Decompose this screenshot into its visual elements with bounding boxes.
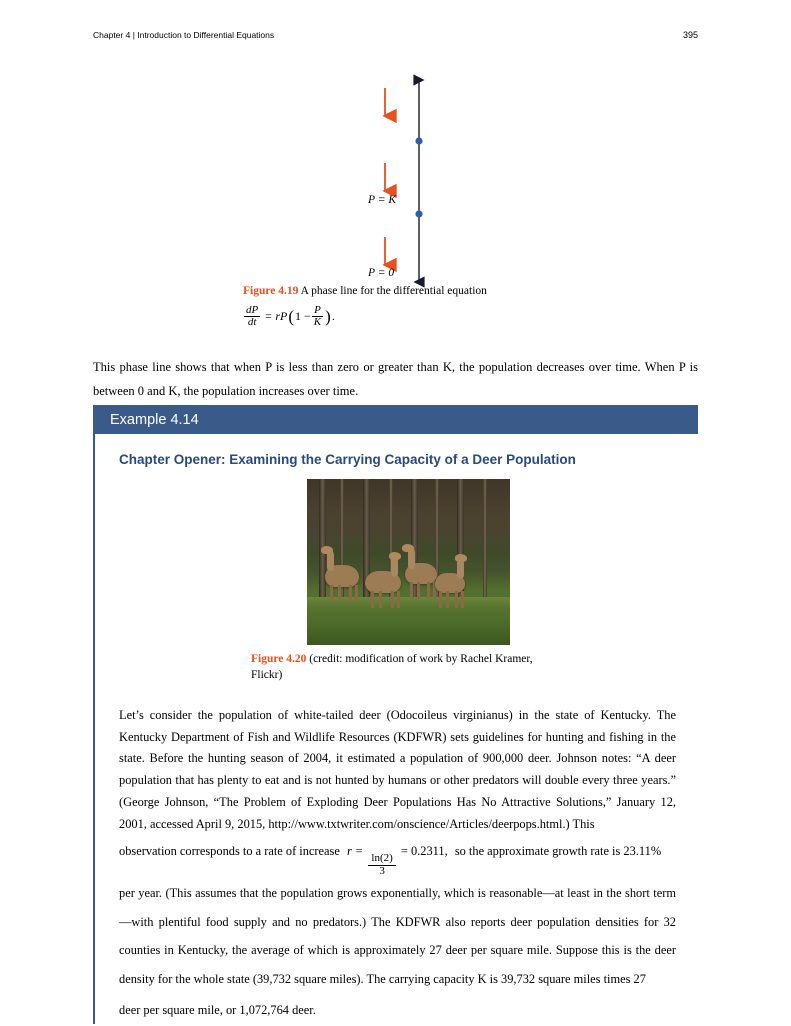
example-paragraph-1: Let’s consider the population of white-tailed deer (Odocoileus virginianus) in the state of Kentucky. The Kentucky Department of Fish and Wildlife Resources (KDFWR) sets guidelines for hunting and fishing in the state. Before the hunting season of 2004, it estimated a population of 900,000 deer. Johnson notes: “A deer population that has plenty to eat and is not hunted by humans or other predators will double every three years.” (George Johnson, “The Problem of Exploding Deer Populations Has No Attractive Solutions,” January 12, 2001, accessed April 9, 2015, http://www.txtwriter.com/onscience/Articles/deerpops.html.) This [119, 708, 676, 831]
eq-one-minus: 1 − [295, 309, 311, 324]
equilibrium-dot-zero [415, 210, 422, 217]
figure-419-caption [243, 284, 663, 329]
page-number: 395 [682, 30, 698, 40]
forest-canopy [307, 479, 510, 537]
phase-line-svg [0, 60, 791, 300]
eq-dp: dP [246, 303, 259, 316]
example-body-text [119, 705, 676, 1024]
eq-rhs-prefix: = rP [264, 309, 288, 324]
tree-trunk [483, 479, 487, 607]
figure-419-equation [243, 305, 663, 329]
figure-420-label: Figure 4.20 [251, 653, 307, 665]
figure-420-text: (credit: modification of work by Rachel Kramer, Flickr) [251, 653, 533, 681]
eq-dt: dt [247, 316, 257, 329]
rate-value: = 0.2311, [400, 844, 448, 859]
deer-photograph [307, 479, 510, 645]
page-header [93, 30, 698, 40]
eq-paren-open: ( [288, 307, 295, 327]
figure-420-caption [251, 652, 551, 683]
example-paragraph-2 [119, 837, 676, 877]
rate-frac-num: ln(2) [368, 853, 395, 866]
example-body [93, 434, 698, 1024]
eq-frac-p: P [314, 303, 321, 316]
deer [365, 571, 401, 593]
example-header-label: Example 4.14 [110, 411, 199, 428]
figure-420-area [119, 479, 698, 683]
example-box [93, 405, 698, 1026]
rate-frac-den: 3 [379, 864, 385, 877]
example-paragraph-3: per year. (This assumes that the population grows exponentially, which is reasonable—at least in the short term—with plentiful food supply and no predators.) The KDFWR also reports deer population densities for 32 counties in Kentucky, the average of which is approximately 27 deer per square mile. Suppose this is the deer density for the whole state (39,732 square miles). The carrying capacity K is 39,732 square miles times 27 [119, 886, 676, 986]
phase-label-p-equals-k: P = K [368, 194, 396, 206]
eq-frac-k: K [313, 316, 322, 329]
phase-label-p-equals-zero: P = 0 [368, 267, 395, 279]
tree-trunk [319, 479, 326, 607]
figure-419-text: A phase line for the differential equation [300, 285, 487, 297]
example-p2-part-b: so the approximate growth rate is 23.11% [454, 844, 662, 859]
phase-line-figure [0, 60, 791, 300]
eq-paren-close: ) [325, 307, 331, 327]
deer [405, 563, 437, 584]
deer [435, 573, 465, 593]
paragraph-phase-line-explanation: This phase line shows that when P is less than zero or greater than K, the population decreases over time. When P is between 0 and K, the population increases over time. [93, 360, 698, 399]
equilibrium-dot-k [415, 137, 422, 144]
deer [325, 565, 359, 587]
eq-period: . [331, 309, 335, 324]
example-p2-part-a: observation corresponds to a rate of increase [119, 844, 340, 859]
example-header [93, 405, 698, 434]
example-paragraph-4: deer per square mile, or 1,072,764 deer. [119, 1002, 316, 1017]
chapter-title: Chapter 4 | Introduction to Differential Equations [93, 30, 275, 40]
figure-419-label: Figure 4.19 [243, 285, 299, 297]
grass-field [307, 597, 510, 645]
example-title: Chapter Opener: Examining the Carrying Capacity of a Deer Population [119, 452, 576, 467]
rate-symbol: r = [347, 844, 364, 859]
